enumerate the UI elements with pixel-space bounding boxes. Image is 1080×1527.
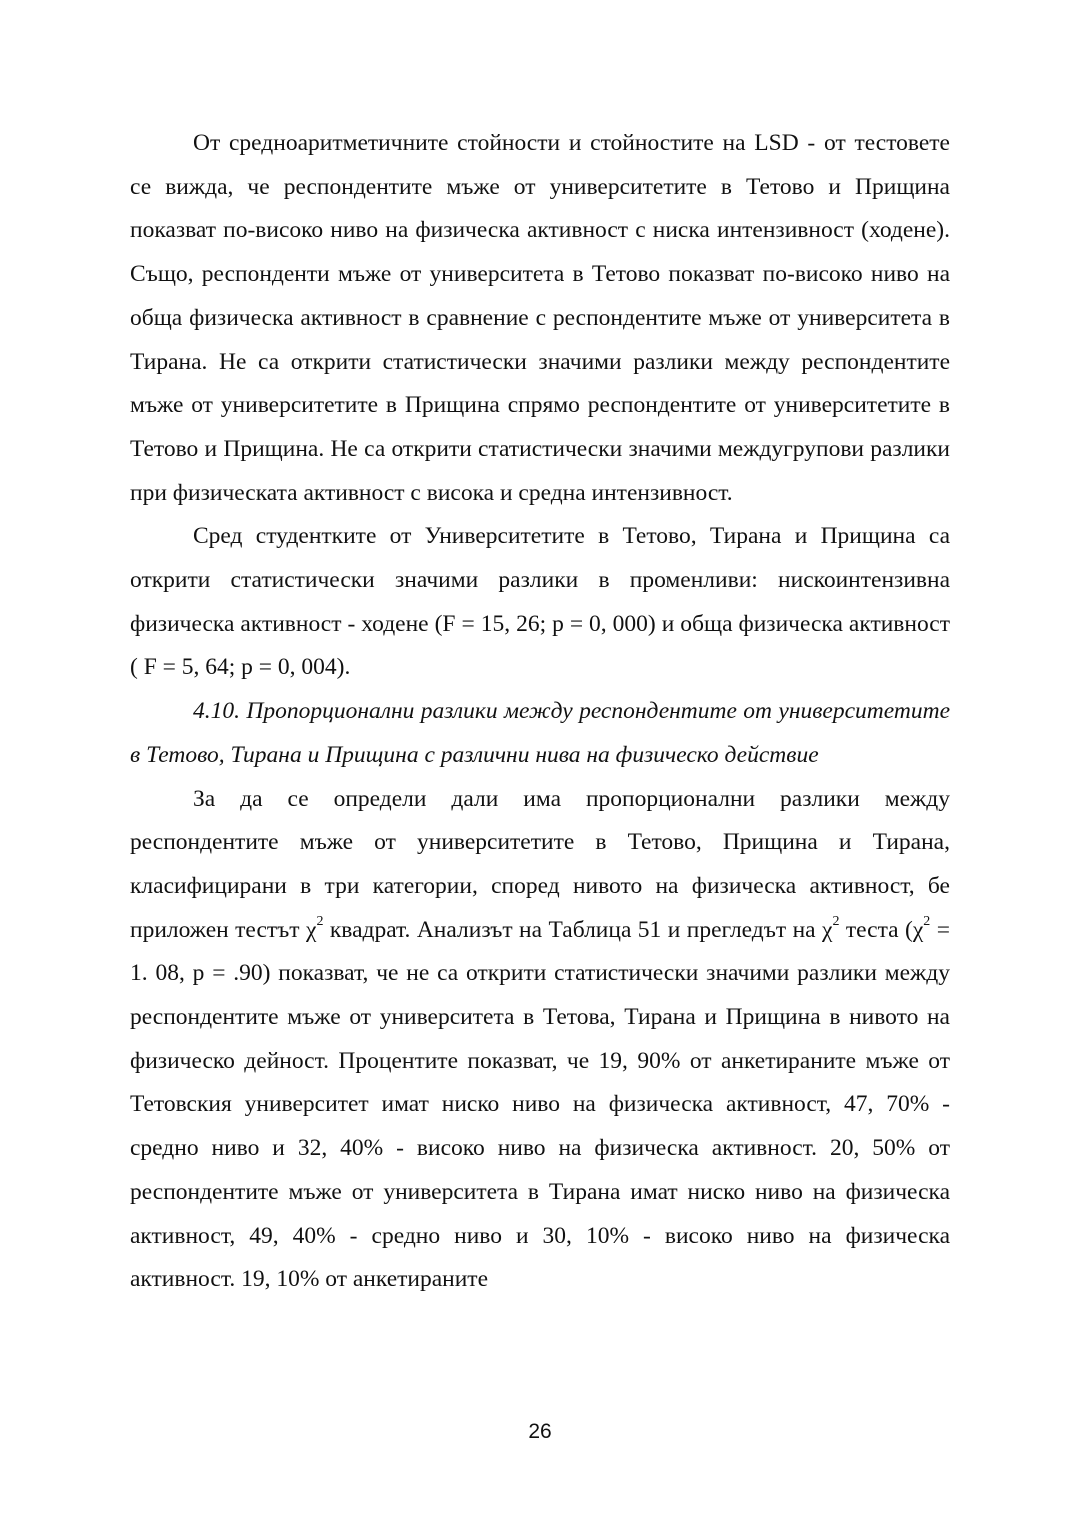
body-text: [130, 122, 950, 1302]
chi-text-part-3: теста (χ: [839, 916, 924, 943]
chi-superscript-1: 2: [316, 913, 324, 929]
paragraph-lsd-results: От средноаритметичните стойности и стойностите на LSD - от тестовете се вижда, че респондентите мъже от университетите в Тетово и Прищина показват по-високо ниво на физическа активност с ниска интензивност (ходене). Също, респонденти мъже от университета в Тетово показват по-високо ниво на обща физическа активност в сравнение с респондентите мъже от университета в Тирана. Не са открити статистически значими разлики между респондентите мъже от университетите в Прищина спрямо респондентите от университетите в Тетово и Прищина. Не са открити статистически значими междугрупови разлики при физическата активност с висока и средна интензивност.: [130, 130, 950, 506]
paragraph-female-students: Сред студентките от Университетите в Тетово, Тирана и Прищина са открити статистически значими разлики в променливи: нискоинтензивна физическа активност - ходене (F = 15, 26; p = 0, 000) и обща физическа активност ( F = 5, 64; p = 0, 004).: [130, 523, 950, 681]
chi-text-part-1: За да се определи дали има пропорционални разлики между респондентите мъже от университетите в Тетово, Прищина и Тирана, класифицирани в три категории, според нивото на физическа активност, бе приложен тестът χ: [130, 785, 950, 943]
chi-superscript-2: 2: [832, 913, 840, 929]
section-heading: 4.10. Пропорционални разлики между респондентите от университетите в Тетово, Тирана и Прищина с различни нива на физическо действие: [130, 698, 950, 768]
chi-text-part-4: = 1. 08, p = .90) показват, че не са открити статистически значими разлики между респондентите мъже от университета в Тетова, Тирана и Прищина в нивото на физическо дейност. Процентите показват, че 19, 90% от анкетираните мъже от Тетовския университет имат ниско ниво на физическа активност, 47, 70% - средно ниво и 32, 40% - високо ниво на физическа активност. 20, 50% от респондентите мъже от университета в Тирана имат ниско ниво на физическа активност, 49, 40% - средно ниво и 30, 10% - високо ниво на физическа активност. 19, 10% от анкетираните: [130, 916, 950, 1293]
page-number: 26: [528, 1420, 552, 1443]
chi-text-part-2: квадрат. Анализът на Таблица 51 и прегледът на χ: [323, 916, 833, 943]
paragraph-chi-square: [130, 778, 950, 1302]
chi-superscript-3: 2: [923, 913, 931, 929]
